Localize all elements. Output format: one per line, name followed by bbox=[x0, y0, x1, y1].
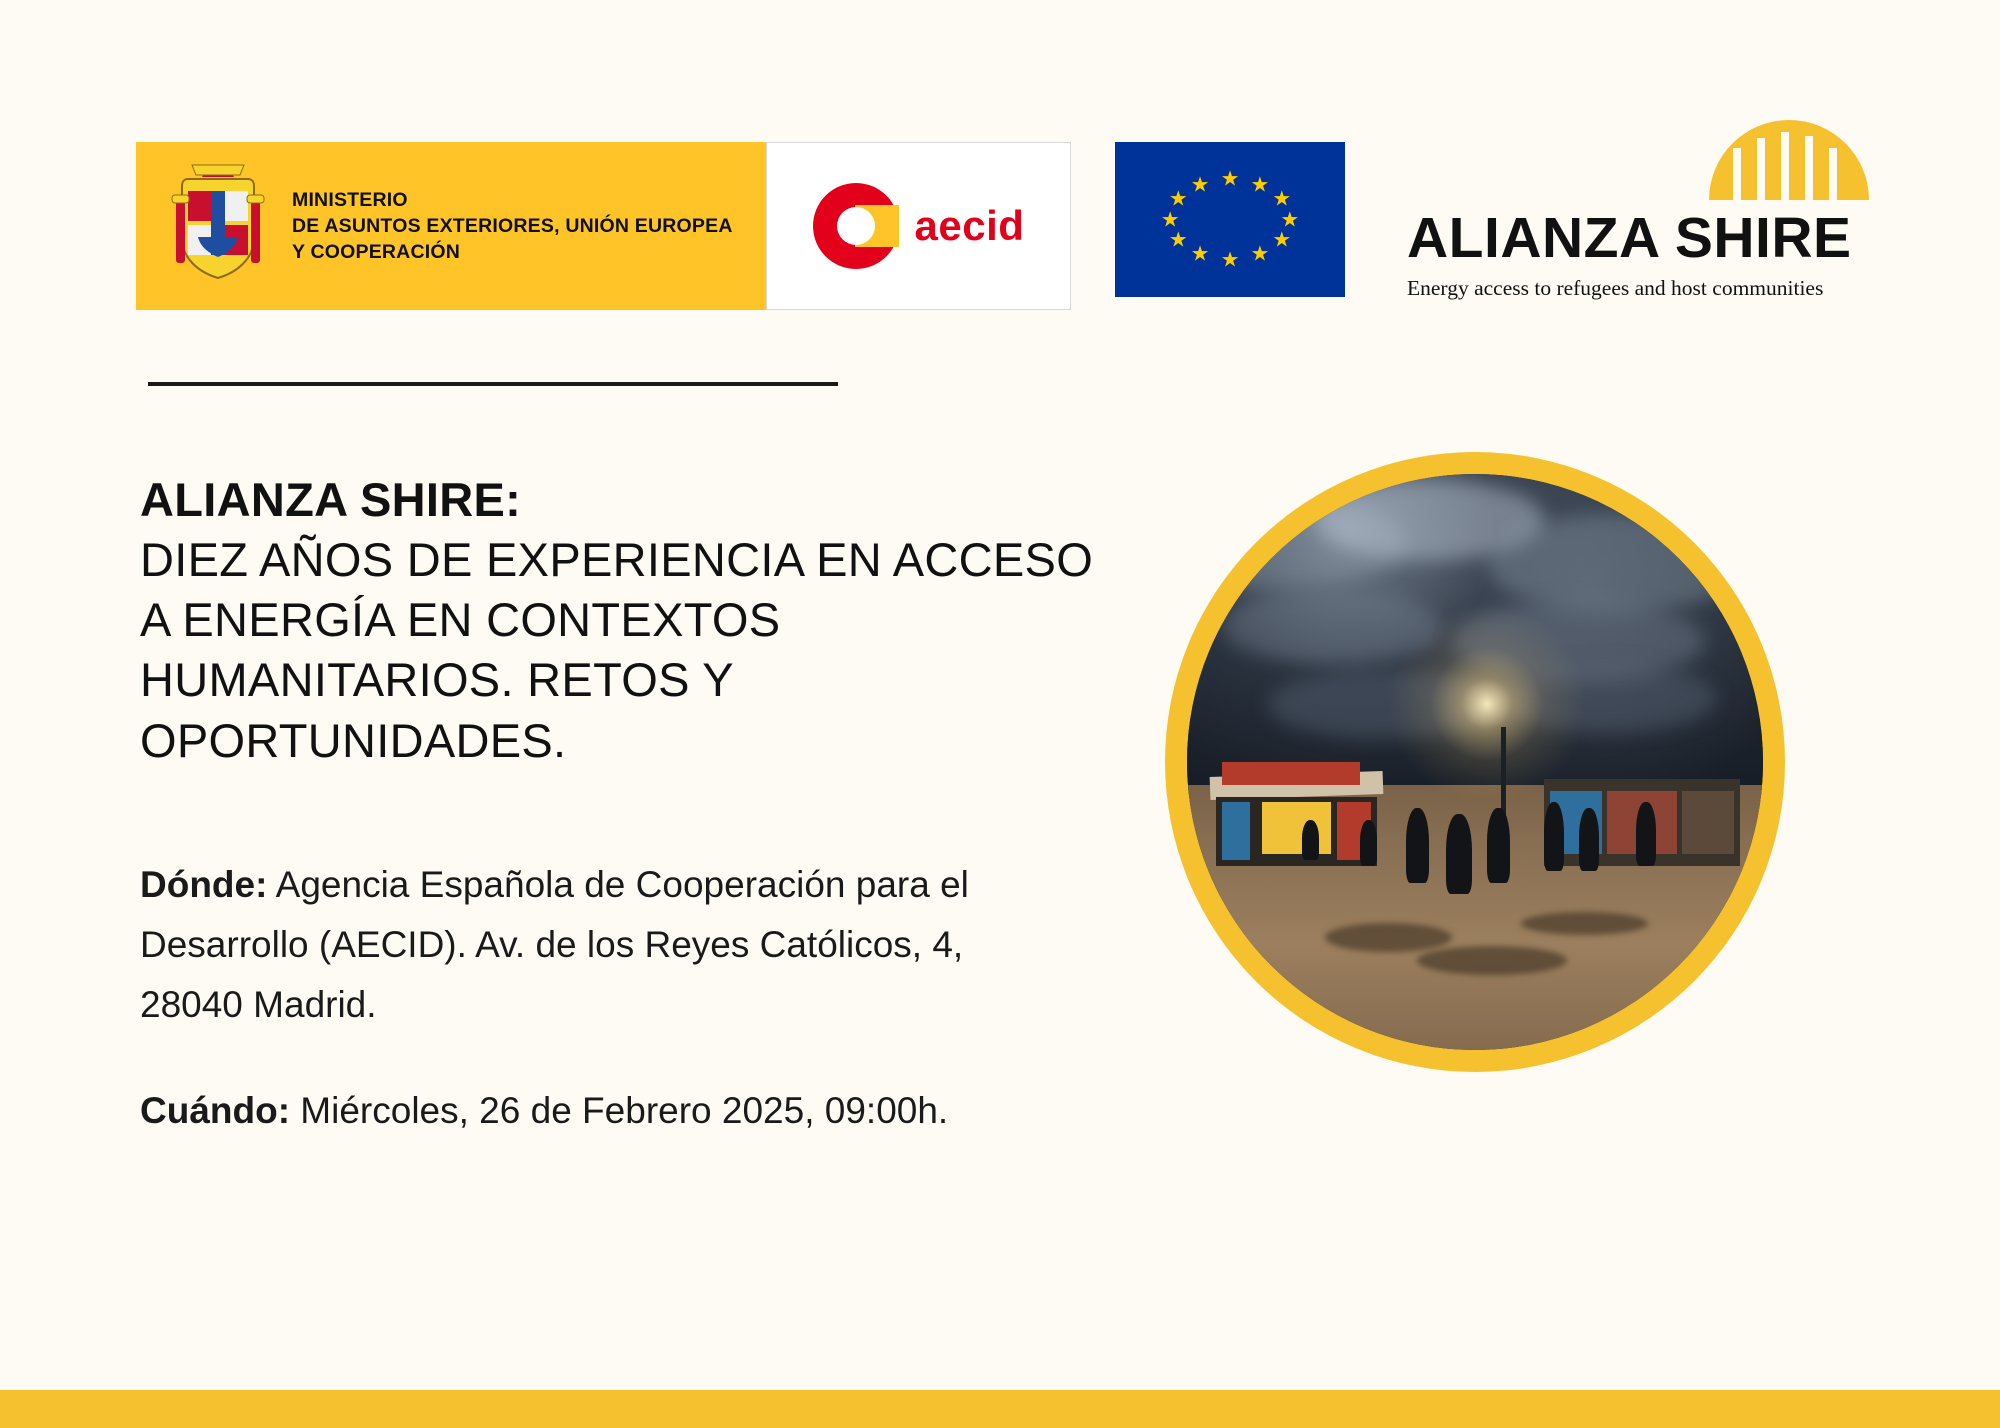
event-details bbox=[140, 855, 1060, 1187]
spain-coat-of-arms-icon bbox=[158, 161, 278, 291]
event-datetime-label: Cuándo: bbox=[140, 1089, 291, 1131]
logo-bar bbox=[136, 142, 1885, 310]
ministerio-line-1: MINISTERIO bbox=[292, 188, 408, 211]
ministerio-line-3: Y COOPERACIÓN bbox=[292, 241, 461, 264]
event-datetime bbox=[140, 1081, 1060, 1141]
divider-rule bbox=[148, 382, 838, 386]
aecid-c-mark-icon bbox=[813, 183, 899, 269]
ministerio-logo bbox=[136, 142, 766, 310]
ministerio-text bbox=[292, 187, 733, 265]
aecid-wordmark: aecid bbox=[914, 202, 1025, 249]
alianza-shire-title: ALIANZA SHIRE bbox=[1407, 206, 1852, 270]
sun-over-grid-icon bbox=[1699, 108, 1879, 200]
ministerio-line-2: DE ASUNTOS EXTERIORES, UNIÓN EUROPEA bbox=[292, 214, 733, 237]
page-title bbox=[140, 470, 1130, 771]
european-union-flag: ★ ★ ★ ★ ★ ★ ★ ★ ★ ★ ★ ★ bbox=[1115, 142, 1345, 297]
event-datetime-value: Miércoles, 26 de Febrero 2025, 09:00h. bbox=[290, 1089, 949, 1131]
photo-frame bbox=[1165, 452, 1785, 1072]
page-title-strong: ALIANZA SHIRE: bbox=[140, 473, 522, 526]
page-title-rest: DIEZ AÑOS DE EXPERIENCIA EN ACCESO A ENERGÍA EN CONTEXTOS HUMANITARIOS. RETOS Y OPORTUNIDADES. bbox=[140, 533, 1094, 767]
alianza-shire-tagline: Energy access to refugees and host communities bbox=[1407, 276, 1824, 300]
event-location-value: Agencia Española de Cooperación para el Desarrollo (AECID). Av. de los Reyes Católicos, 4, 28040 Madrid. bbox=[140, 864, 969, 1025]
night-camp-photograph bbox=[1187, 474, 1763, 1050]
bottom-accent-bar bbox=[0, 1390, 2000, 1428]
event-location bbox=[140, 855, 1060, 1035]
aecid-logo bbox=[766, 142, 1071, 310]
event-location-label: Dónde: bbox=[140, 864, 268, 905]
alianza-shire-logo bbox=[1407, 142, 1885, 301]
